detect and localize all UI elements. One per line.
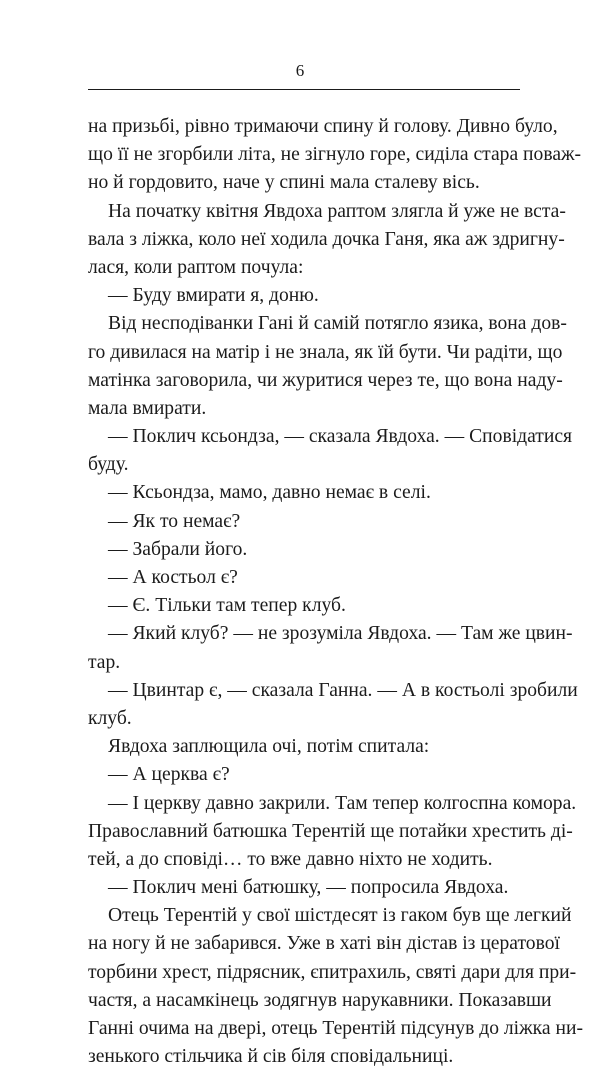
text-line: зенького стільчика й сів біля сповідальниці. — [88, 1046, 454, 1068]
text-line: на призьбі, рівно тримаючи спину й голову. Дивно було, — [88, 116, 558, 137]
text-line: — Як то немає? — [108, 510, 241, 532]
text-line: торбини хрест, підрясник, єпитрахиль, святі дари для при- — [88, 961, 577, 983]
text-line: — Поклич ксьондза, — сказала Явдоха. — Сповідатися — [108, 426, 573, 448]
text-line: — Ксьондза, мамо, давно немає в селі. — [108, 482, 431, 504]
text-line: го дивилася на матір і не знала, як їй бути. Чи радіти, що — [88, 341, 563, 363]
text-line: — Буду вмирати я, доню. — [108, 285, 319, 307]
text-line: — А костьол є? — [108, 567, 238, 588]
text-line: но й гордовито, наче у спині мала сталеву вісь. — [88, 172, 480, 194]
text-line: частя, а насамкінець зодягнув нарукавники. Показавши — [88, 989, 552, 1011]
text-line: Явдоха заплющила очі, потім спитала: — [108, 736, 430, 758]
text-line: тей, а до сповіді… то вже давно ніхто не ходить. — [88, 848, 493, 870]
text-line: — Поклич мені батюшку, — попросила Явдоха. — [108, 877, 509, 899]
header-divider — [88, 89, 520, 90]
text-line: клуб. — [88, 707, 132, 729]
text-line: Православний батюшка Терентій ще потайки хрестить ді- — [88, 820, 573, 842]
text-line: — Цвинтар є, — сказала Ганна. — А в костьолі зробили — [108, 679, 578, 701]
text-line: — Який клуб? — не зрозуміла Явдоха. — Там же цвин- — [108, 623, 573, 645]
text-line: Ганні очима на двері, отець Терентій підсунув до ліжка ни- — [88, 1018, 583, 1039]
page-number: 6 — [295, 61, 305, 80]
text-line: — Забрали його. — [108, 538, 248, 560]
text-line: — Є. Тільки там тепер клуб. — [108, 595, 346, 617]
text-line: вала з ліжка, коло неї ходила дочка Ганя, яка аж здригну- — [88, 228, 565, 250]
text-line: на ногу й не забарився. Уже в хаті він дістав із цератової — [88, 933, 560, 955]
body-text — [88, 113, 583, 1071]
text-line: мала вмирати. — [88, 397, 207, 419]
text-line: що її не згорбили літа, не зігнуло горе, сиділа стара поваж- — [88, 144, 582, 166]
text-line: матінка заговорила, чи журитися через те, що вона наду- — [88, 369, 563, 391]
text-line: тар. — [88, 651, 121, 673]
text-line: На початку квітня Явдоха раптом злягла й уже не вста- — [108, 200, 566, 222]
text-line: буду. — [88, 454, 129, 476]
text-line: Отець Терентій у свої шістдесят із гаком був ще легкий — [108, 905, 572, 927]
text-line: Від несподіванки Гані й самій потягло язика, вона дов- — [108, 313, 567, 335]
text-line: — І церкву давно закрили. Там тепер колгоспна комора. — [108, 792, 577, 814]
text-line: — А церква є? — [108, 764, 230, 786]
text-line: лася, коли раптом почула: — [88, 256, 304, 278]
